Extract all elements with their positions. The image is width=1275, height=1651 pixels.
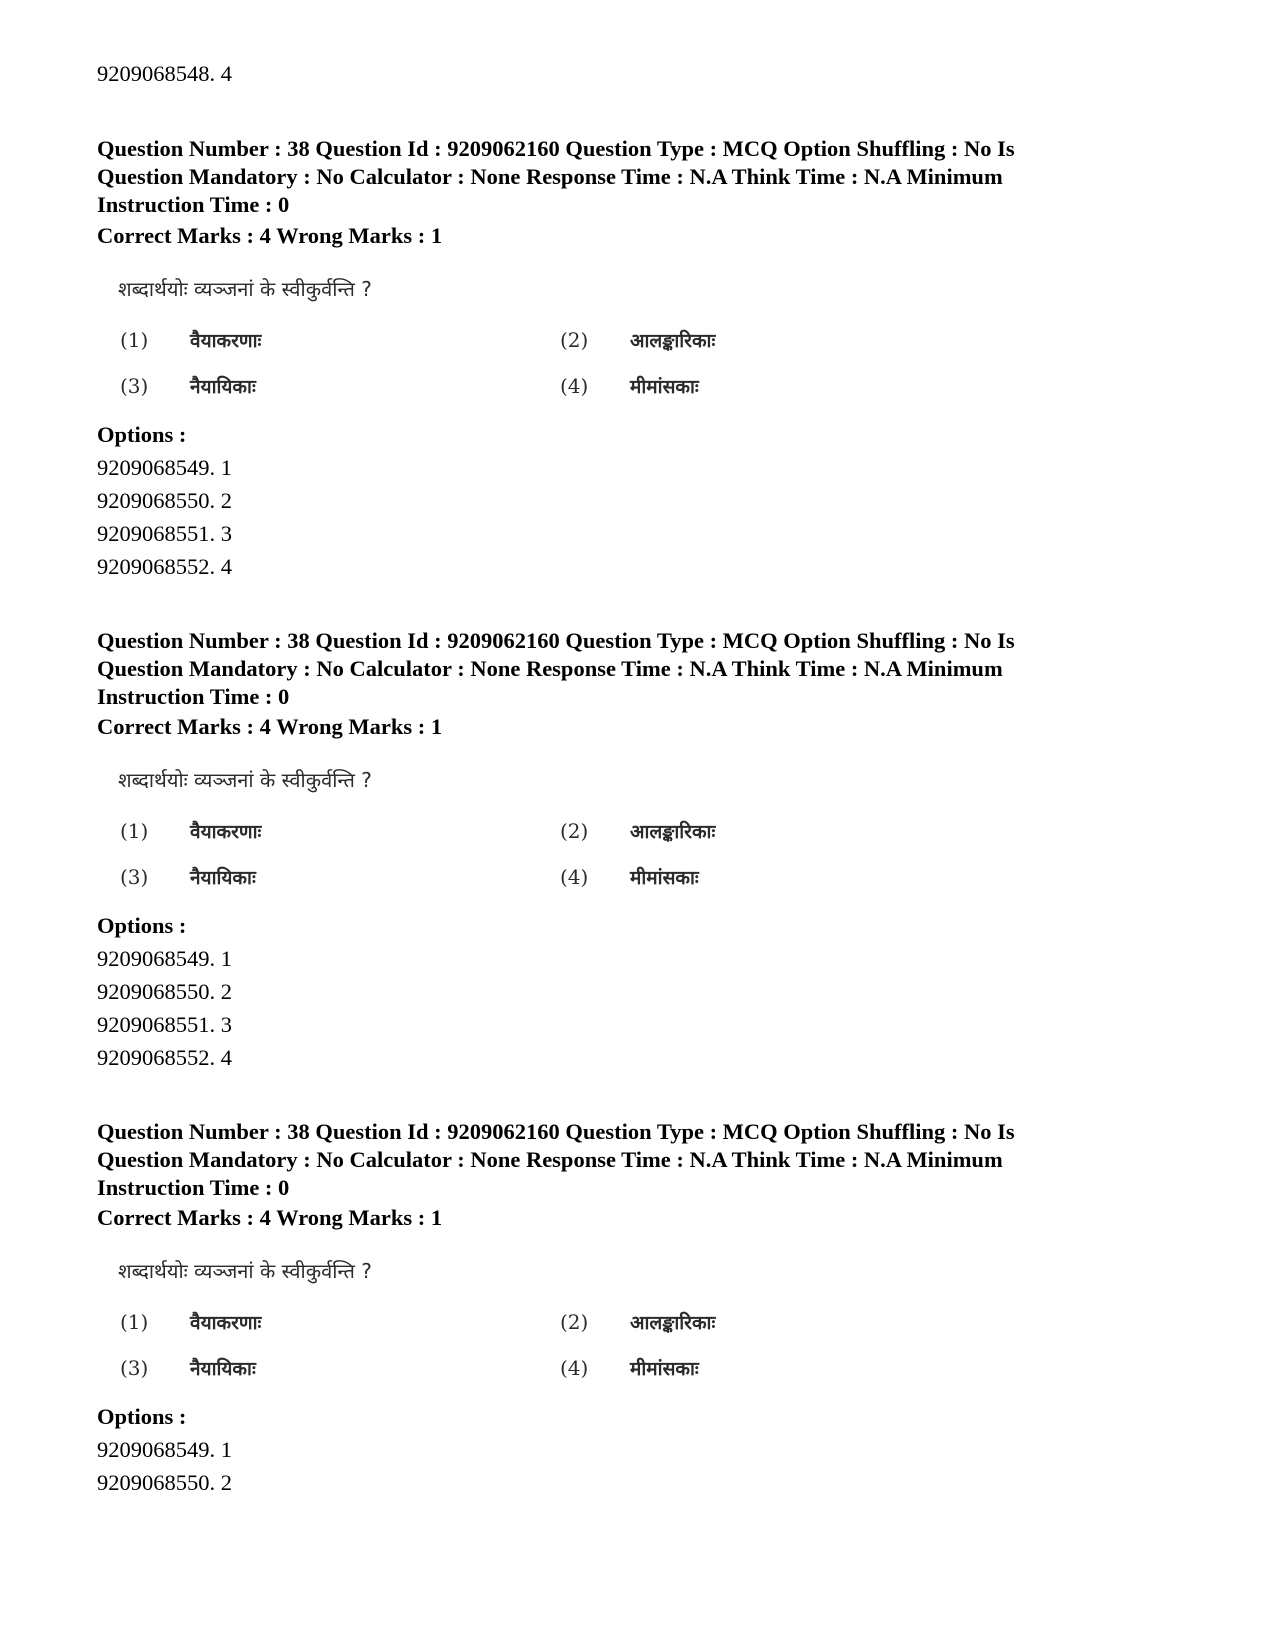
choice-number: (1) [120, 819, 149, 843]
question-text: शब्दार्थयोः व्यञ्जनां के स्वीकुर्वन्ति ? [118, 277, 372, 301]
choice-item [120, 1355, 256, 1381]
choice-number: (4) [560, 1356, 589, 1380]
choice-text: आलङ्कारिकाः [630, 330, 716, 352]
question-meta-line: Question Mandatory : No Calculator : None Response Time : N.A Think Time : N.A Minimum [97, 1147, 1003, 1172]
choice-item [560, 818, 715, 844]
question-image [110, 275, 810, 425]
choice-text: नैयायिकाः [190, 867, 256, 889]
choice-text: वैयाकरणाः [190, 1312, 262, 1334]
choice-text: नैयायिकाः [190, 1358, 256, 1380]
question-meta [97, 627, 1187, 711]
choice-number: (3) [120, 865, 149, 889]
question-meta-line: Question Number : 38 Question Id : 9209062160 Question Type : MCQ Option Shuffling : No Is [97, 628, 1015, 653]
option-line: 9209068549. 1 [97, 455, 232, 480]
choice-number: (4) [560, 865, 589, 889]
choice-number: (1) [120, 328, 149, 352]
question-meta-line: Instruction Time : 0 [97, 684, 290, 709]
options-label: Options : [97, 422, 187, 447]
options-label: Options : [97, 913, 187, 938]
choice-number: (3) [120, 1356, 149, 1380]
choice-number: (2) [560, 819, 589, 843]
choice-item [560, 1355, 699, 1381]
marks-line: Correct Marks : 4 Wrong Marks : 1 [97, 223, 443, 248]
choice-text: मीमांसकाः [630, 867, 699, 889]
question-meta [97, 1118, 1187, 1202]
choice-text: मीमांसकाः [630, 376, 699, 398]
marks-line: Correct Marks : 4 Wrong Marks : 1 [97, 1205, 443, 1230]
choice-text: आलङ्कारिकाः [630, 1312, 716, 1334]
choice-text: वैयाकरणाः [190, 330, 262, 352]
choice-number: (4) [560, 374, 589, 398]
option-line: 9209068549. 1 [97, 946, 232, 971]
question-image [110, 1257, 810, 1407]
question-meta-line: Question Mandatory : No Calculator : None Response Time : N.A Think Time : N.A Minimum [97, 656, 1003, 681]
question-meta-line: Instruction Time : 0 [97, 192, 290, 217]
choice-text: नैयायिकाः [190, 376, 256, 398]
choice-item [120, 864, 256, 890]
question-image [110, 766, 810, 916]
option-line: 9209068550. 2 [97, 1470, 232, 1495]
option-line: 9209068552. 4 [97, 554, 232, 579]
choice-item [120, 373, 256, 399]
choice-number: (3) [120, 374, 149, 398]
choice-item [120, 1309, 261, 1335]
choice-text: मीमांसकाः [630, 1358, 699, 1380]
choice-item [120, 818, 261, 844]
option-line: 9209068549. 1 [97, 1437, 232, 1462]
option-line: 9209068551. 3 [97, 521, 232, 546]
question-meta [97, 135, 1187, 219]
choice-text: आलङ्कारिकाः [630, 821, 716, 843]
choice-number: (2) [560, 328, 589, 352]
options-label: Options : [97, 1404, 187, 1429]
choice-number: (2) [560, 1310, 589, 1334]
choice-item [560, 373, 699, 399]
choice-text: वैयाकरणाः [190, 821, 262, 843]
question-text: शब्दार्थयोः व्यञ्जनां के स्वीकुर्वन्ति ? [118, 1259, 372, 1283]
marks-line: Correct Marks : 4 Wrong Marks : 1 [97, 714, 443, 739]
question-meta-line: Question Number : 38 Question Id : 9209062160 Question Type : MCQ Option Shuffling : No Is [97, 1119, 1015, 1144]
option-line: 9209068548. 4 [97, 61, 232, 86]
choice-number: (1) [120, 1310, 149, 1334]
choice-item [120, 327, 261, 353]
question-text: शब्दार्थयोः व्यञ्जनां के स्वीकुर्वन्ति ? [118, 768, 372, 792]
question-meta-line: Question Mandatory : No Calculator : None Response Time : N.A Think Time : N.A Minimum [97, 164, 1003, 189]
option-line: 9209068550. 2 [97, 488, 232, 513]
choice-item [560, 1309, 715, 1335]
option-line: 9209068550. 2 [97, 979, 232, 1004]
option-line: 9209068552. 4 [97, 1045, 232, 1070]
question-meta-line: Instruction Time : 0 [97, 1175, 290, 1200]
choice-item [560, 864, 699, 890]
question-meta-line: Question Number : 38 Question Id : 9209062160 Question Type : MCQ Option Shuffling : No Is [97, 136, 1015, 161]
choice-item [560, 327, 715, 353]
option-line: 9209068551. 3 [97, 1012, 232, 1037]
